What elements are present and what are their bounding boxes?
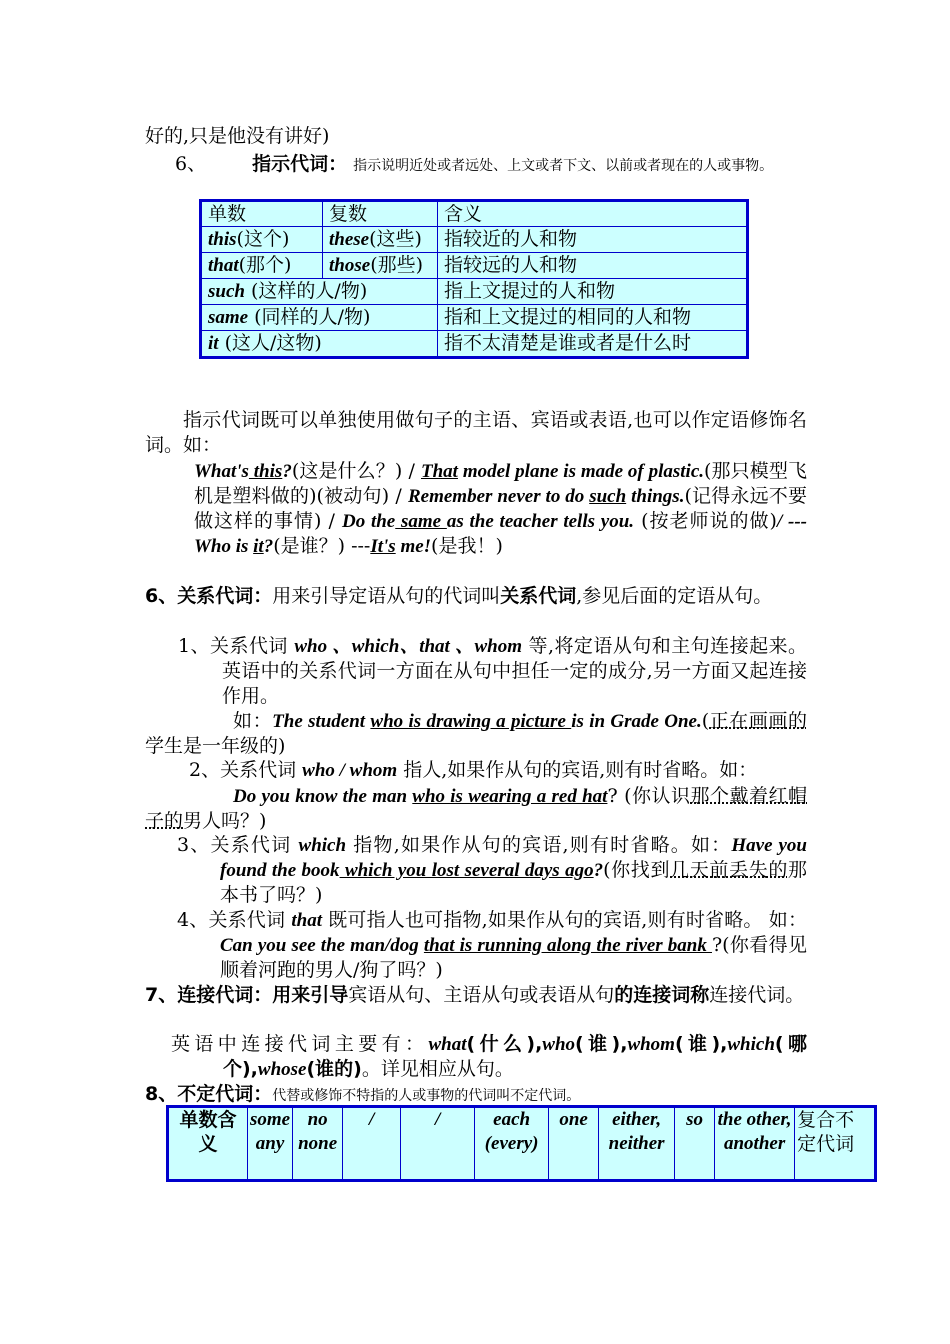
example-text: Remember never to do [407, 486, 590, 507]
list-word-meaning: (谁的) [306, 1058, 362, 1080]
example-translation: (那只模型飞机是塑料做的)(被动句) / [194, 460, 807, 507]
word: same [208, 307, 249, 328]
table-row [201, 331, 748, 358]
example-underline: That [421, 461, 458, 482]
table-row [201, 253, 748, 279]
example-translation: (是谁？) --- [273, 535, 371, 557]
example-underline: who is wearing a red hat [412, 786, 608, 807]
word: such [208, 281, 245, 302]
example-text: things. [626, 486, 685, 507]
example-translation: (是我！) [431, 535, 503, 557]
table-cell: no none [293, 1107, 343, 1181]
table-row [201, 305, 748, 331]
example-text: model plane is made of plastic. [457, 461, 705, 482]
word: it [208, 333, 219, 354]
word: those [329, 255, 371, 276]
table-cell: either, neither [599, 1107, 675, 1181]
example-translation: (按老师说的做) [634, 510, 777, 532]
section-title: 7、连接代词： [145, 984, 273, 1006]
section-title: 8、不定代词： [145, 1083, 273, 1105]
table-cell: / [401, 1107, 475, 1181]
list-word-meaning: (谁), [575, 1033, 628, 1055]
item-words: which [298, 835, 347, 856]
word-meaning: (那些) [370, 254, 424, 276]
example-text: What's [194, 461, 249, 482]
example-dotted: 正在画画的 [709, 710, 807, 732]
list-intro: 英语中连接代词主要有： [171, 1033, 429, 1055]
example-underline: it [253, 536, 264, 557]
example-translation: 那本书了吗？) [220, 859, 807, 906]
section-text: 宾语从句、主语从句或表语从句 [348, 984, 615, 1006]
word-meaning: (同样的人/物) [248, 306, 371, 328]
table-cell: the other, another [715, 1107, 795, 1181]
table-cell: / [343, 1107, 401, 1181]
example-underline: this [248, 461, 283, 482]
section-title: 指示代词： [252, 153, 348, 175]
section-text: ,参见后面的定语从句。 [576, 585, 773, 607]
example-text: as the teacher tells you. [446, 511, 635, 532]
paragraph: 指示代词既可以单独使用做句子的主语、宾语或表语,也可以作定语修饰名词。如： [145, 409, 807, 456]
example-underline: which you lost several days ago [339, 860, 594, 881]
example-underline: who is drawing a picture [370, 711, 572, 732]
examples-block [194, 459, 807, 559]
section-bold: 的连接词称 [614, 984, 710, 1006]
table-cell: 复合不定代词 [795, 1107, 876, 1181]
section-description: 指示说明近处或者远处、上文或者下文、以前或者现在的人或事物。 [353, 158, 774, 174]
example-translation: (你找到 [603, 859, 671, 881]
meaning-cell: 指较远的人和物 [438, 253, 748, 279]
example-dotted: 几天前丢失的 [670, 859, 788, 881]
table-row [201, 227, 748, 253]
item-text: 既可指人也可指物,如果作从句的宾语,则有时省略。 如： [322, 909, 807, 931]
list-word: whose [257, 1059, 307, 1080]
indefinite-table [166, 1105, 877, 1182]
table-row [168, 1107, 876, 1181]
example-text: me! [395, 536, 432, 557]
word: that [208, 255, 239, 276]
table-header: 含义 [438, 201, 748, 227]
example-text: ? [282, 461, 292, 482]
item-text: 3、关系代词 [177, 834, 299, 856]
item-words: that [291, 910, 323, 931]
example-translation: ( [701, 710, 710, 732]
meaning-cell: 指和上文提过的相同的人和物 [438, 305, 748, 331]
list-word: whom [627, 1034, 675, 1055]
example-translation: ? (你认识 [607, 785, 691, 807]
example-text: ? [263, 536, 274, 557]
demonstrative-table [199, 199, 749, 359]
example-translation: 男人吗？) [183, 810, 267, 832]
example-text: Can you see the man/dog [220, 935, 424, 956]
example-translation: 如： [233, 710, 273, 732]
list-word: who [542, 1034, 576, 1055]
item-words: who 、which、that 、whom [294, 636, 523, 657]
list-item [177, 908, 807, 983]
section-demonstrative-heading [175, 152, 815, 179]
section-text: 用来引导定语从句的代词叫 [272, 585, 501, 607]
section-relative [145, 584, 807, 609]
example-translation: 学生是一年级的) [145, 735, 286, 757]
example-text: Do you know the man [233, 786, 413, 807]
word: these [329, 229, 370, 250]
example-underline: It's [370, 536, 396, 557]
word-meaning: (这个) [236, 228, 290, 250]
section-description: 代替或修饰不特指的人或事物的代词叫不定代词。 [272, 1088, 581, 1104]
section-bold: 用来引导 [272, 984, 349, 1006]
list-word-meaning: (谁), [674, 1033, 728, 1055]
example-translation: (这是什么？) / [291, 460, 421, 482]
example-text: is in Grade One. [571, 711, 702, 732]
example-translation: ?(你看得见顺着河跑的男人/狗了吗？) [220, 934, 807, 981]
word-meaning: (这样的人/物) [244, 280, 368, 302]
word-meaning: (这些) [369, 228, 422, 250]
list-word-meaning: (什么), [466, 1033, 543, 1055]
example-text: ? [593, 860, 604, 881]
section-bold: 关系代词 [500, 585, 577, 607]
table-header: 单数 [201, 201, 323, 227]
list-item [177, 833, 807, 908]
example-text: / ---Who is [194, 511, 807, 557]
meaning-cell: 指较近的人和物 [438, 227, 748, 253]
example-text: The student [272, 711, 371, 732]
table-cell: some any [248, 1107, 293, 1181]
item-text: 指物,如果作从句的宾语,则有时省略。如： [346, 834, 732, 856]
example-underline: that is running along the river bank [423, 935, 712, 956]
item-text: 等,将定语从句和主句连接起来。英语中的关系代词一方面在从句中担任一定的成分,另一方面又起连接作用。 [222, 635, 807, 707]
word-meaning: (那个) [238, 254, 292, 276]
word-meaning: (这人/这物) [218, 332, 322, 354]
table-row [201, 279, 748, 305]
item-words: who / whom [302, 760, 398, 781]
section-text: 连接代词。 [709, 984, 805, 1006]
list-item [178, 634, 807, 709]
example-underline: such [589, 486, 627, 507]
conjunctive-list [171, 1032, 807, 1082]
item-text: 4、关系代词 [177, 909, 292, 931]
list-word: which [727, 1034, 775, 1055]
table-header: 单数含义 [168, 1107, 248, 1181]
example-text: Do the [341, 511, 396, 532]
example-underline: same [395, 511, 447, 532]
word: this [208, 229, 237, 250]
example-line [145, 784, 807, 834]
list-word: what [428, 1034, 467, 1055]
top-line: 好的,只是他没有讲好) [145, 125, 330, 147]
section-number: 6、 [175, 153, 207, 175]
item-text: 1、关系代词 [178, 635, 295, 657]
meaning-cell: 指不太清楚是谁或者是什么时 [438, 331, 748, 358]
item-text: 指人,如果作从句的宾语,则有时省略。如： [397, 759, 758, 781]
list-item [189, 758, 809, 783]
meaning-cell: 指上文提过的人和物 [438, 279, 748, 305]
table-header: 复数 [323, 201, 438, 227]
example-line [145, 709, 807, 759]
example-translation: (记得永远不要做这样的事情) / [194, 485, 807, 532]
table-cell: so [675, 1107, 715, 1181]
section-title: 6、关系代词： [145, 585, 273, 607]
section-conjunctive [145, 983, 807, 1008]
list-outro: 。详见相应从句。 [361, 1058, 514, 1080]
list-word-meaning: (哪个), [223, 1033, 807, 1080]
table-cell: one [549, 1107, 599, 1181]
item-text: 2、关系代词 [189, 759, 303, 781]
example-text: Have you found the book [220, 835, 807, 881]
example-dotted: 那个戴着红帽子的 [145, 785, 807, 832]
table-cell: each (every) [475, 1107, 549, 1181]
